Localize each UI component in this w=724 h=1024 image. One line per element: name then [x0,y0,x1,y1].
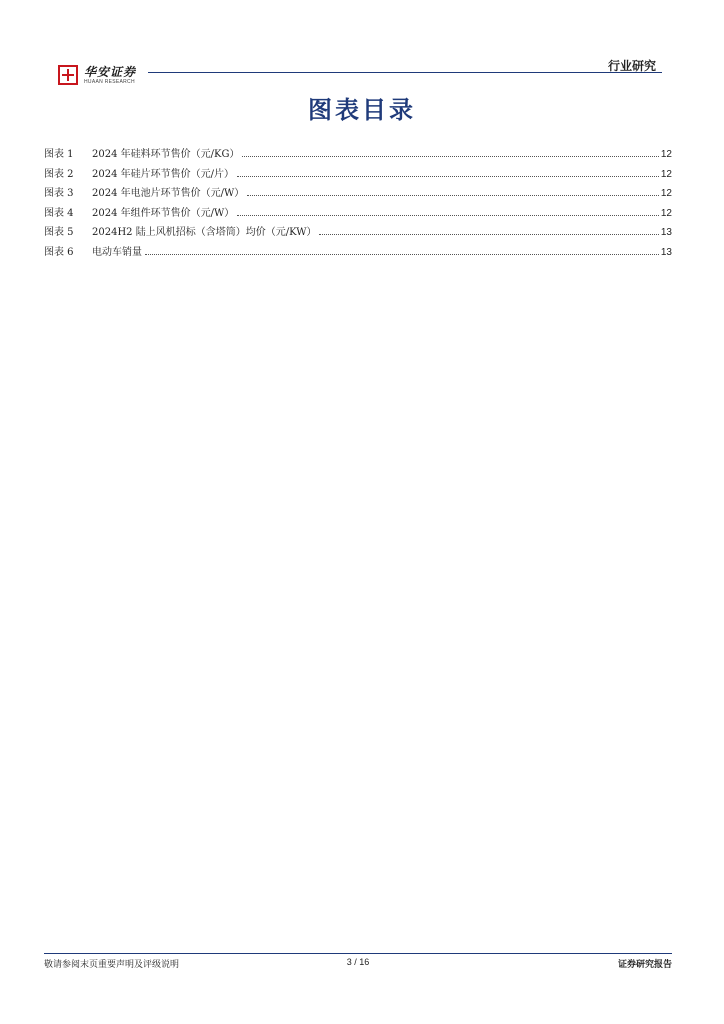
toc-entry-title: 2024 年硅料环节售价（元/KG） [92,149,240,160]
toc-leader-dots [237,175,659,177]
toc-entry[interactable] [44,204,672,224]
section-label: 行业研究 [607,59,656,73]
toc-entry-title: 2024 年硅片环节售价（元/片） [92,168,234,180]
company-logo [58,62,136,88]
toc-entry-page: 12 [660,168,672,180]
table-of-figures [44,145,672,262]
toc-entry-page: 12 [660,149,672,160]
toc-entry-title: 2024H2 陆上风机招标（含塔筒）均价（元/KW） [92,227,317,238]
logo-text [84,66,136,85]
page-number: 3 / 16 [346,957,370,967]
logo-chinese-name: 华安证券 [84,64,137,79]
toc-leader-dots [247,194,659,196]
logo-english-name: HUAAN RESEARCH [84,78,135,85]
toc-entry-page: 12 [660,188,672,199]
toc-leader-dots [242,155,658,157]
toc-entry-label: 图表 4 [44,207,74,219]
header-divider [148,72,662,73]
toc-entry-page: 13 [660,246,672,258]
page-footer [44,957,672,971]
toc-entry-page: 12 [660,207,672,219]
page-title: 图表目录 [308,95,416,124]
toc-leader-dots [319,233,658,235]
toc-entry-label: 图表 3 [44,188,74,199]
toc-entry-title: 2024 年电池片环节售价（元/W） [92,188,245,199]
toc-entry[interactable] [44,165,672,185]
disclaimer-note: 敬请参阅末页重要声明及评级说明 [44,960,180,970]
toc-entry-label: 图表 1 [44,149,74,160]
logo-seal-icon [58,65,78,85]
toc-entry[interactable] [44,145,672,165]
toc-entry-label: 图表 5 [44,227,74,238]
toc-entry[interactable] [44,184,672,204]
toc-entry[interactable] [44,223,672,243]
toc-leader-dots [237,214,659,216]
report-type: 证券研究报告 [617,960,672,970]
toc-entry[interactable] [44,243,672,263]
toc-entry-label: 图表 6 [44,246,74,258]
toc-entry-title: 2024 年组件环节售价（元/W） [92,207,235,219]
toc-entry-title: 电动车销量 [92,246,142,258]
footer-divider [44,953,672,954]
toc-leader-dots [145,253,659,255]
toc-entry-label: 图表 2 [44,168,74,180]
toc-entry-page: 13 [660,227,672,238]
